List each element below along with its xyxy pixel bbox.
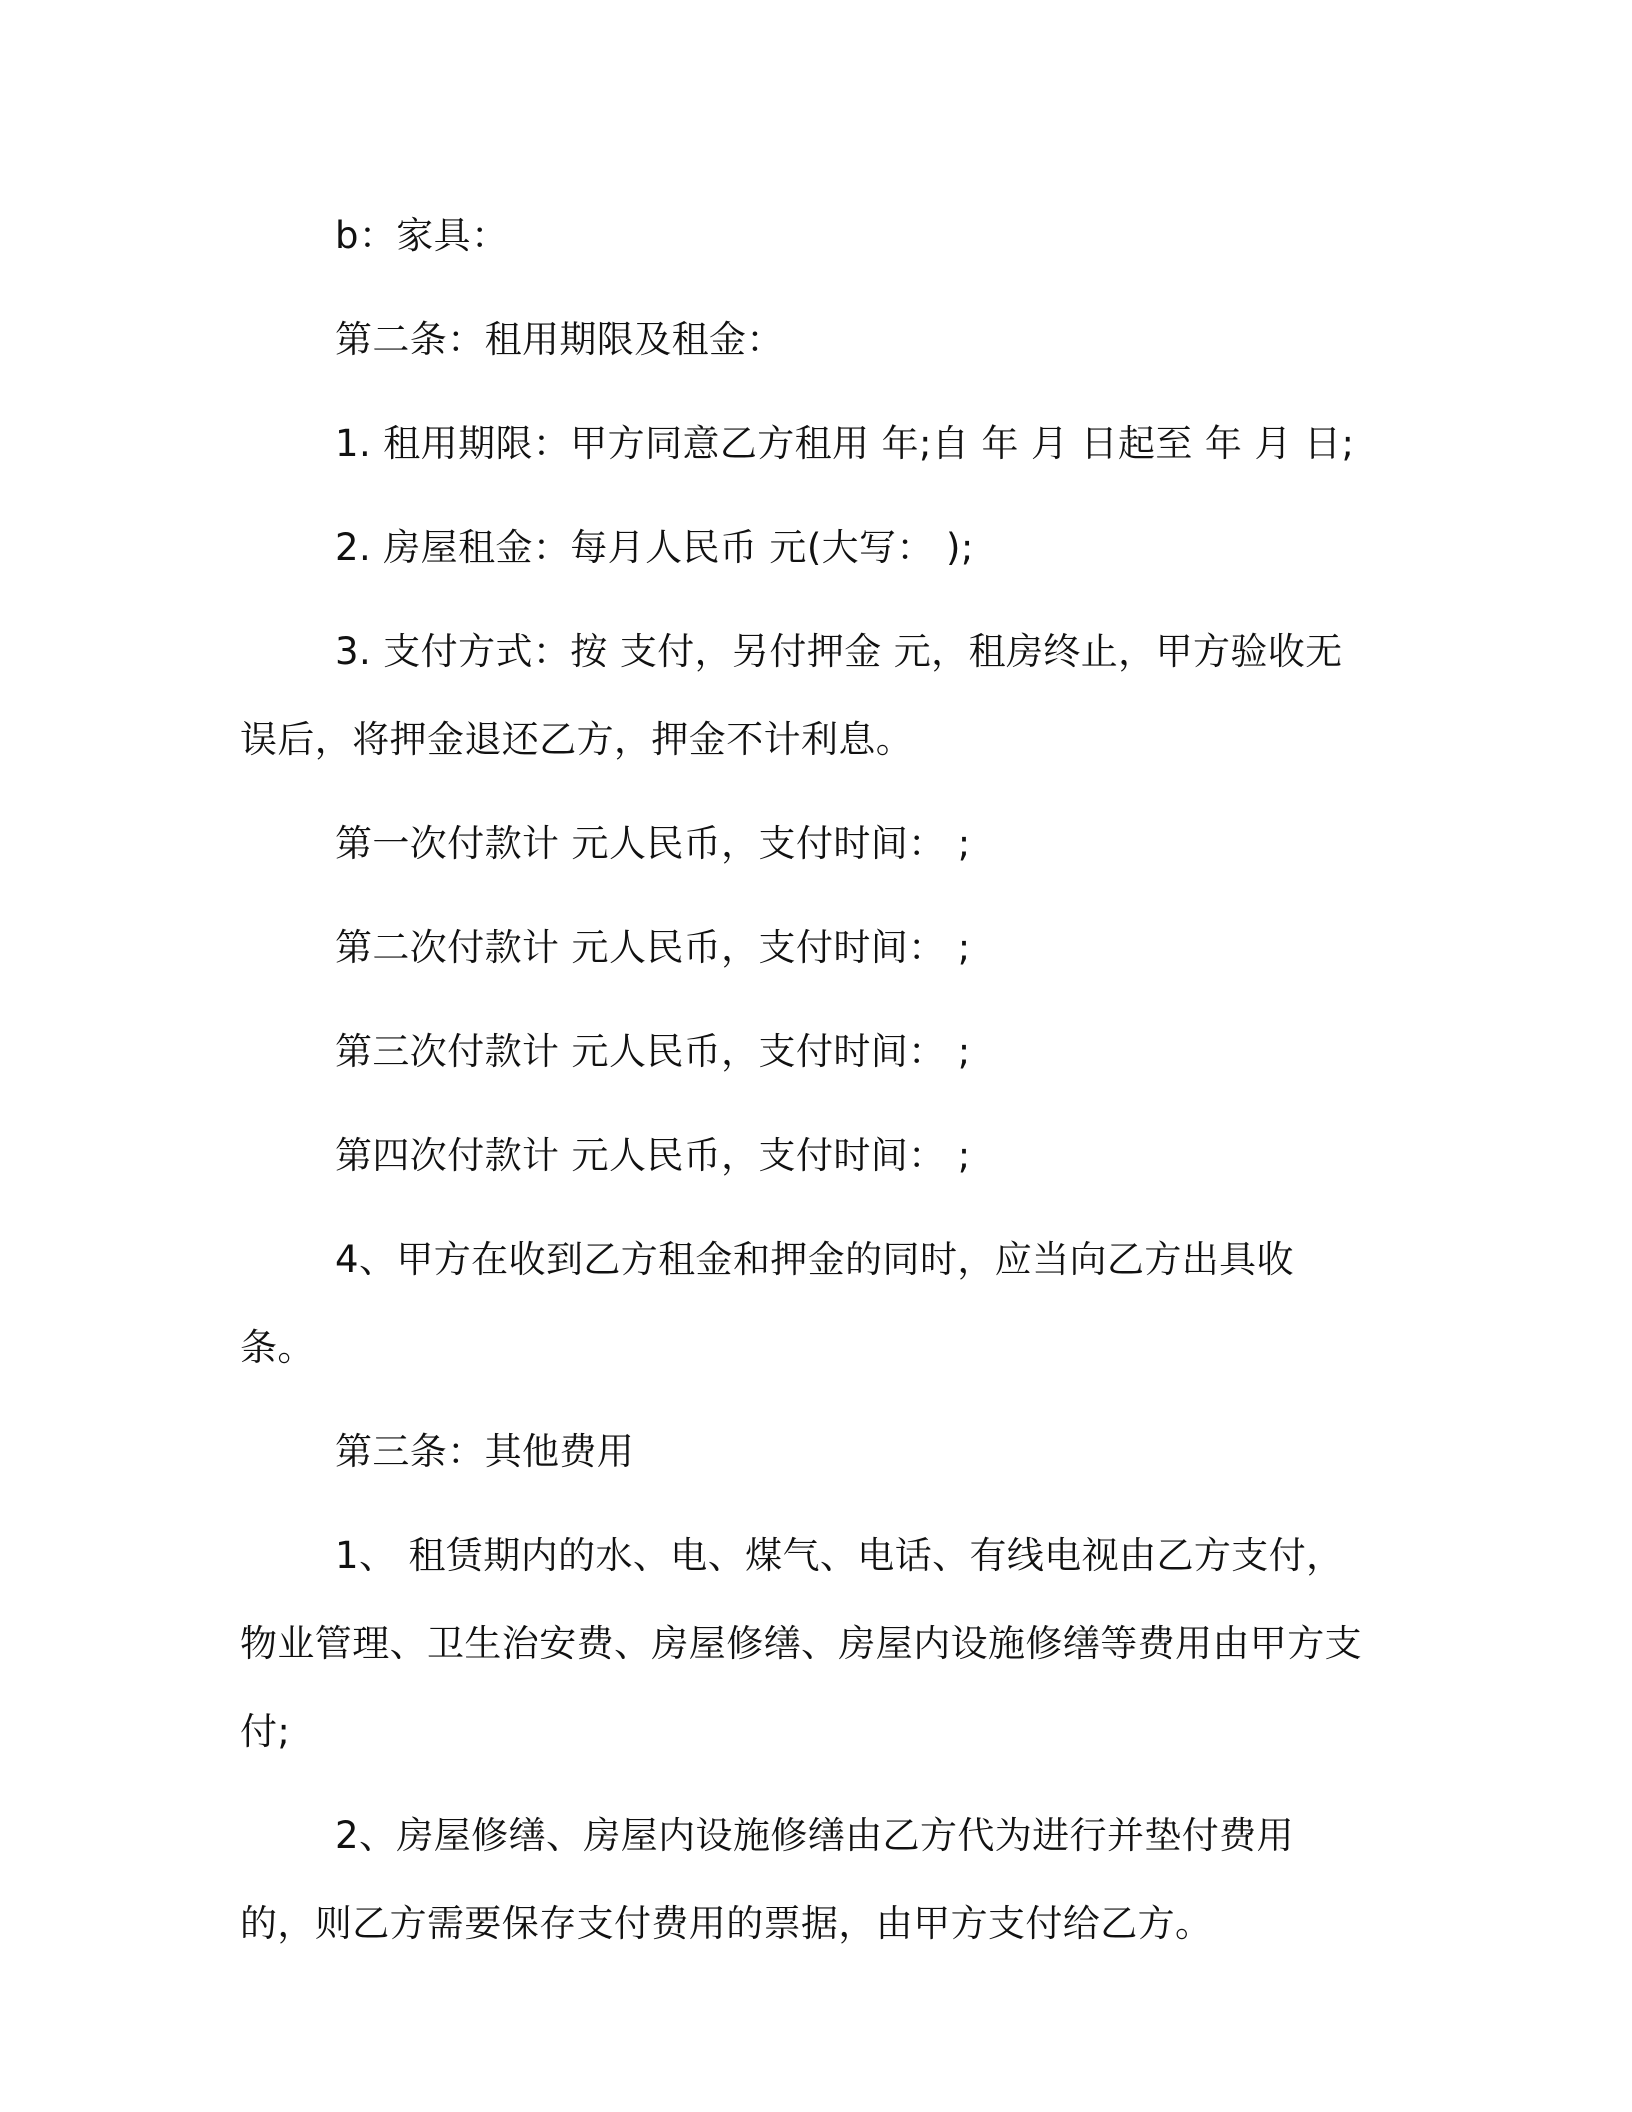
document-body — [240, 192, 1364, 1984]
paragraph-receipt: 4、甲方在收到乙方租金和押金的同时，应当向乙方出具收条。 — [240, 1238, 1294, 1369]
heading-article-three: 第三条：其他费用 — [335, 1430, 635, 1473]
paragraph-rent: 2. 房屋租金：每月人民币 元(大写： ); — [335, 526, 974, 569]
paragraph-payment-method: 3. 支付方式：按 支付，另付押金 元，租房终止，甲方验收无误后，将押金退还乙方，押金不计利息。 — [240, 630, 1343, 761]
paragraph-utility-fees: 1、 租赁期内的水、电、煤气、电话、有线电视由乙方支付，物业管理、卫生治安费、房屋修缮、房屋内设施修缮等费用由甲方支付; — [240, 1534, 1362, 1753]
paragraph-lease-term: 1. 租用期限：甲方同意乙方租用 年;自 年 月 日起至 年 月 日; — [335, 422, 1355, 465]
paragraph-first-payment: 第一次付款计 元人民币，支付时间： ; — [335, 822, 971, 865]
paragraph-repair-fees: 2、房屋修缮、房屋内设施修缮由乙方代为进行并垫付费用的，则乙方需要保存支付费用的票据，由甲方支付给乙方。 — [240, 1814, 1294, 1945]
paragraph-fourth-payment: 第四次付款计 元人民币，支付时间： ; — [335, 1134, 971, 1177]
paragraph-third-payment: 第三次付款计 元人民币，支付时间： ; — [335, 1030, 971, 1073]
paragraph-second-payment: 第二次付款计 元人民币，支付时间： ; — [335, 926, 971, 969]
heading-article-two: 第二条：租用期限及租金： — [335, 318, 784, 361]
paragraph-furniture: b：家具： — [335, 214, 509, 257]
